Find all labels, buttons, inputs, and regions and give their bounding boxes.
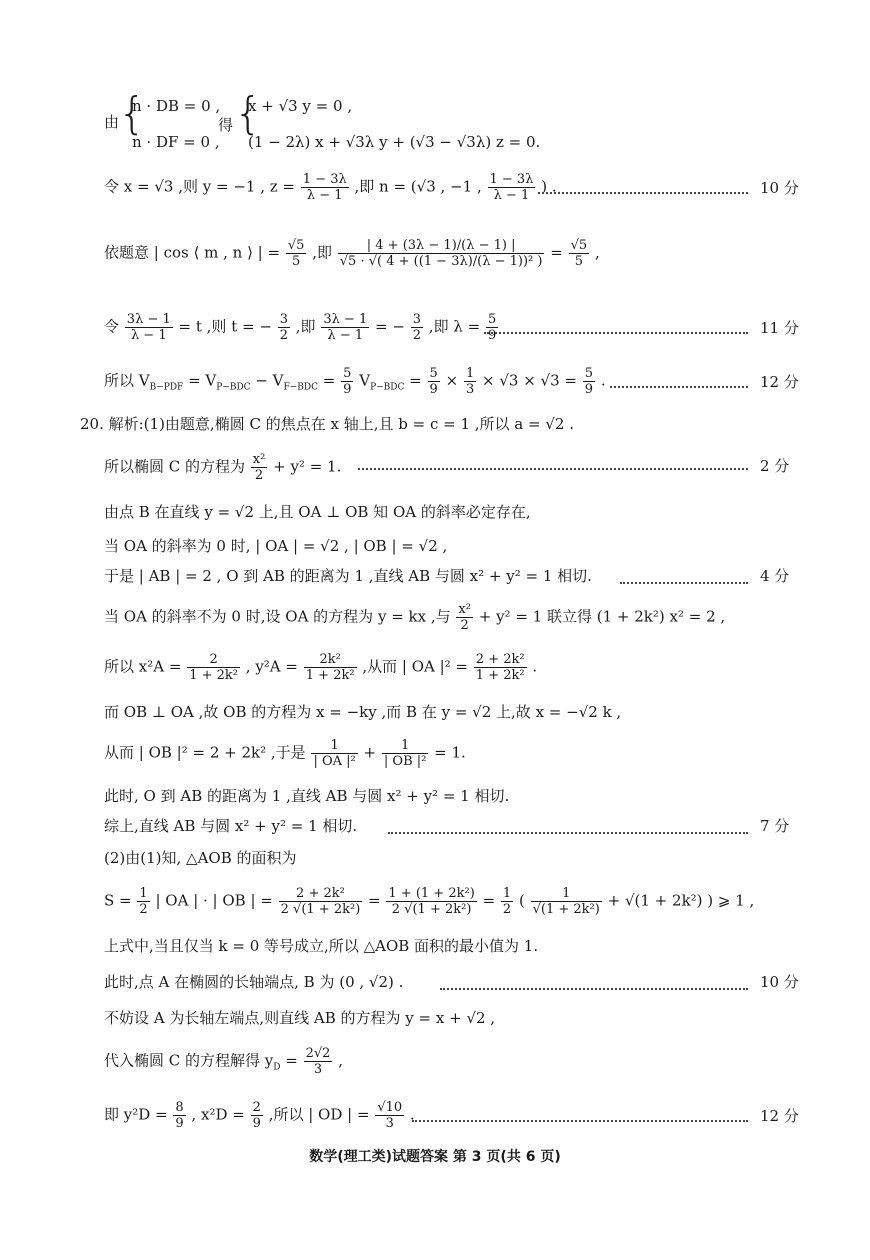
leader-dots (620, 582, 748, 584)
text-span: − V (255, 371, 284, 390)
fraction-numerator: 1 − 3λ (302, 172, 347, 187)
fraction (187, 652, 240, 683)
fraction-numerator: x² (252, 452, 266, 467)
text-span: ,即 n = (√3 , −1 , (354, 177, 482, 196)
fraction (304, 1046, 333, 1077)
text-span: = (482, 891, 496, 910)
text-span: = (550, 243, 563, 262)
text-span: , (594, 243, 600, 262)
fraction-denominator: 9 (429, 382, 438, 397)
text-span: = 1. (434, 743, 466, 762)
text-line: (2)由(1)知, △AOB 的面积为 (104, 849, 297, 867)
fraction-denominator: λ − 1 (306, 188, 343, 203)
text-span: . (409, 1105, 415, 1124)
score: 12 分 (760, 373, 799, 391)
text-span: ,即 λ = (428, 317, 481, 336)
fraction-numerator: 2k² (304, 652, 357, 668)
fraction (386, 886, 476, 917)
text-span: 从而 | OB |² = 2 + 2k² ,于是 (104, 743, 306, 762)
fraction (375, 1100, 404, 1131)
fraction-denominator: 9 (175, 1116, 184, 1131)
system-row: n · DB = 0 , (132, 97, 221, 115)
fraction-numerator: √5 (287, 238, 305, 253)
fraction (304, 652, 357, 683)
left-brace: { (234, 88, 262, 139)
text-line (104, 1100, 415, 1131)
text-span: 依题意 | cos ⟨ m , n ⟩ | = (104, 243, 281, 262)
fraction-numerator: 5 (584, 366, 594, 381)
fraction (501, 886, 513, 917)
text-line (104, 738, 466, 769)
text-line: 上式中,当且仅当 k = 0 等号成立,所以 △AOB 面积的最小值为 1. (104, 937, 539, 955)
text-line (104, 172, 557, 203)
text-span: ( (518, 891, 525, 910)
fraction-denominator: 2 (139, 902, 148, 917)
fraction-numerator: 2√2 (305, 1046, 331, 1061)
text-line (104, 112, 119, 132)
leader-dots (484, 332, 748, 334)
text-span: × √3 × √3 = (482, 371, 577, 390)
fraction-denominator: 2 (254, 468, 264, 483)
fraction (301, 172, 349, 203)
fraction (583, 366, 595, 397)
fraction (464, 366, 476, 397)
fraction-denominator: λ − 1 (327, 328, 364, 343)
fraction-numerator: 8 (175, 1100, 184, 1115)
fraction (341, 366, 353, 397)
fraction-numerator: 1 − 3λ (489, 172, 534, 187)
subscript: D (273, 1062, 281, 1073)
leader-dots (388, 832, 748, 834)
text-span: 即 y²D = (104, 1105, 168, 1124)
fraction-denominator: 5 (574, 254, 584, 269)
fraction (486, 312, 498, 343)
text-span: 令 x = √3 ,则 y = −1 , z = (104, 177, 295, 196)
leader-dots (440, 988, 748, 990)
text-span: V (359, 371, 371, 390)
subscript: P−BDC (370, 382, 405, 393)
fraction-numerator: 5 (343, 366, 352, 381)
text-line: 此时, O 到 AB 的距离为 1 ,直线 AB 与圆 x² + y² = 1 相切. (104, 787, 510, 805)
fraction (311, 738, 357, 769)
fraction-denominator: | OA |² (313, 754, 356, 769)
fraction-denominator: 3 (385, 1116, 394, 1131)
text-span: = (322, 371, 336, 390)
text-line: 此时,点 A 在椭圆的长轴端点, B 为 (0 , √2) . (104, 973, 404, 991)
fraction (251, 452, 268, 483)
fraction-denominator: 2 √(1 + 2k²) (391, 902, 472, 917)
fraction-numerator: 2 (187, 652, 240, 668)
text-span: 所以 V (104, 371, 150, 390)
fraction-numerator: 1 (502, 886, 512, 901)
score: 12 分 (760, 1107, 799, 1125)
fraction-denominator: 5 (292, 254, 301, 269)
fraction (137, 886, 149, 917)
system-row: (1 − 2λ) x + √3λ y + (√3 − √3λ) z = 0. (248, 133, 541, 151)
text-line: 由点 B 在直线 y = √2 上,且 OA ⊥ OB 知 OA 的斜率必定存在, (104, 503, 531, 521)
fraction (321, 312, 369, 343)
text-span: . (532, 657, 538, 676)
fraction-numerator: 1 (311, 738, 357, 754)
text-span: 令 (104, 317, 120, 336)
fraction-denominator: 3 (313, 1062, 323, 1077)
leader-dots (412, 1120, 748, 1122)
fraction-numerator: 2 + 2k² (475, 652, 525, 667)
text-span: | OA | · | OB | = (155, 891, 273, 910)
fraction-numerator: 3λ − 1 (126, 312, 171, 327)
text-line (104, 652, 537, 683)
text-span: ,即 (312, 243, 332, 262)
fraction-numerator: 2 + 2k² (279, 886, 363, 902)
text-line: 不妨设 A 为长轴左端点,则直线 AB 的方程为 y = x + √2 , (104, 1009, 496, 1027)
fraction (531, 886, 602, 917)
text-span: 由 (104, 113, 120, 131)
fraction-denominator: 2 √(1 + 2k²) (280, 902, 361, 917)
text-line: 于是 | AB | = 2 , O 到 AB 的距离为 1 ,直线 AB 与圆 x² + y² = 1 相切. (104, 567, 592, 585)
text-span: ) . (541, 177, 557, 196)
fraction-denominator: 2 (502, 902, 512, 917)
text-line: 当 OA 的斜率为 0 时, | OA | = √2 , | OB | = √2 , (104, 537, 448, 555)
fraction (569, 238, 590, 269)
fraction-numerator: √5 (570, 238, 588, 253)
fraction-numerator: 1 (531, 886, 602, 902)
left-brace: { (118, 88, 146, 139)
text-span: , (338, 1051, 344, 1070)
fraction (286, 238, 307, 269)
fraction-denominator: 2 (279, 328, 288, 343)
fraction-numerator: 3λ − 1 (323, 312, 368, 327)
text-line (104, 452, 341, 483)
fraction-denominator: 1 + 2k² (475, 668, 525, 683)
fraction-numerator: 5 (487, 312, 497, 327)
fraction-denominator: 2 (460, 618, 469, 633)
text-span: + (363, 743, 377, 762)
fraction-numerator: 1 (382, 738, 428, 754)
fraction-numerator: 5 (429, 366, 438, 381)
score: 10 分 (760, 973, 799, 991)
text-span: × (445, 371, 459, 390)
text-span: = (285, 1051, 298, 1070)
fraction-denominator: 9 (343, 382, 352, 397)
text-span: + y² = 1 联立得 (1 + 2k²) x² = 2 , (478, 607, 726, 626)
fraction-numerator: 1 + (1 + 2k²) (388, 886, 475, 901)
subscript: P−BDC (216, 382, 251, 393)
text-line: 综上,直线 AB 与圆 x² + y² = 1 相切. (104, 817, 358, 835)
fraction (411, 312, 423, 343)
fraction-numerator: 1 (139, 886, 148, 901)
question-heading: 20. 解析:(1)由题意,椭圆 C 的焦点在 x 轴上,且 b = c = 1 ,所以 a = √2 . (80, 415, 574, 433)
fraction-denominator: λ − 1 (493, 188, 530, 203)
fraction (428, 366, 440, 397)
fraction (279, 886, 363, 917)
text-span: + √(1 + 2k²) ) ⩾ 1 , (607, 891, 755, 910)
text-span: ,从而 | OA |² = (362, 657, 469, 676)
fraction-denominator: 3 (465, 382, 475, 397)
fraction (173, 1100, 185, 1131)
score: 11 分 (760, 319, 799, 337)
fraction-numerator: | 4 + (3λ − 1)/(λ − 1) | (338, 238, 545, 254)
score: 2 分 (760, 457, 790, 475)
leader-dots (610, 386, 748, 388)
fraction-denominator: 1 + 2k² (189, 668, 238, 683)
text-span: 得 (218, 116, 234, 134)
fraction (488, 172, 536, 203)
fraction-numerator: x² (458, 602, 471, 617)
text-line: 所以 $V_{B-PDF} = V_{P-BDC} - V_{F-BDC}$ = $\frac{5}{9}$ $V_{P-BDC}$ = $\frac{5}{9}$ × $\frac{1}{3}$ × √3 × √3 = $\frac{5}{9}$ . (104, 366, 606, 397)
leader-dots (538, 192, 748, 194)
subscript: F−BDC (283, 382, 319, 393)
text-line (104, 238, 600, 269)
text-span: 代入椭圆 C 的方程解得 y (104, 1051, 274, 1070)
text-span: = t ,则 t = − (178, 317, 272, 336)
fraction-numerator: 2 (252, 1100, 261, 1115)
fraction-numerator: 3 (279, 312, 288, 327)
fraction-denominator: 2 (412, 328, 422, 343)
fraction (456, 602, 473, 633)
fraction-denominator: 9 (487, 328, 497, 343)
text-span: , x²D = (191, 1105, 245, 1124)
text-line (104, 312, 499, 343)
fraction-denominator: √(1 + 2k²) (532, 902, 600, 917)
fraction-denominator: 9 (584, 382, 594, 397)
page-footer: 数学(理工类)试题答案 第 3 页(共 6 页) (309, 1149, 561, 1165)
text-span: S = (104, 891, 132, 910)
fraction-denominator: 9 (252, 1116, 261, 1131)
fraction-denominator: 1 + 2k² (305, 668, 355, 683)
score: 10 分 (760, 179, 799, 197)
text-span: 所以椭圆 C 的方程为 (104, 457, 246, 476)
fraction-denominator: | OB |² (383, 754, 427, 769)
text-line (104, 602, 725, 633)
text-line (104, 1046, 343, 1082)
fraction (278, 312, 290, 343)
fraction-denominator: √5 · √( 4 + ((1 − 3λ)/(λ − 1))² ) (339, 254, 543, 269)
text-span: = (368, 891, 381, 910)
fraction-numerator: 1 (465, 366, 475, 381)
text-span: = V (188, 371, 217, 390)
text-line: 而 OB ⊥ OA ,故 OB 的方程为 x = −ky ,而 B 在 y = √2 上,故 x = −√2 k , (104, 703, 622, 721)
fraction (338, 238, 545, 269)
text-span: ,即 (295, 317, 316, 336)
text-span: + y² = 1. (273, 457, 342, 476)
fraction (251, 1100, 263, 1131)
system-row: n · DF = 0 , (132, 133, 220, 151)
fraction (474, 652, 527, 683)
text-span: , y²A = (245, 657, 298, 676)
text-line (104, 886, 754, 917)
system-row: x + √3 y = 0 , (248, 97, 353, 115)
score: 7 分 (760, 817, 790, 835)
subscript: B−PDF (149, 382, 184, 393)
fraction-numerator: 3 (412, 312, 422, 327)
text-span: = − (375, 317, 405, 336)
text-span: 所以 x²A = (104, 657, 182, 676)
text-span: 当 OA 的斜率不为 0 时,设 OA 的方程为 y = kx ,与 (104, 607, 451, 626)
text-span: ,所以 | OD | = (268, 1105, 370, 1124)
score: 4 分 (760, 567, 790, 585)
leader-dots (358, 468, 748, 470)
text-span: = (409, 371, 422, 390)
fraction-denominator: λ − 1 (130, 328, 167, 343)
fraction (382, 738, 428, 769)
fraction (125, 312, 173, 343)
fraction-numerator: √10 (377, 1100, 403, 1115)
